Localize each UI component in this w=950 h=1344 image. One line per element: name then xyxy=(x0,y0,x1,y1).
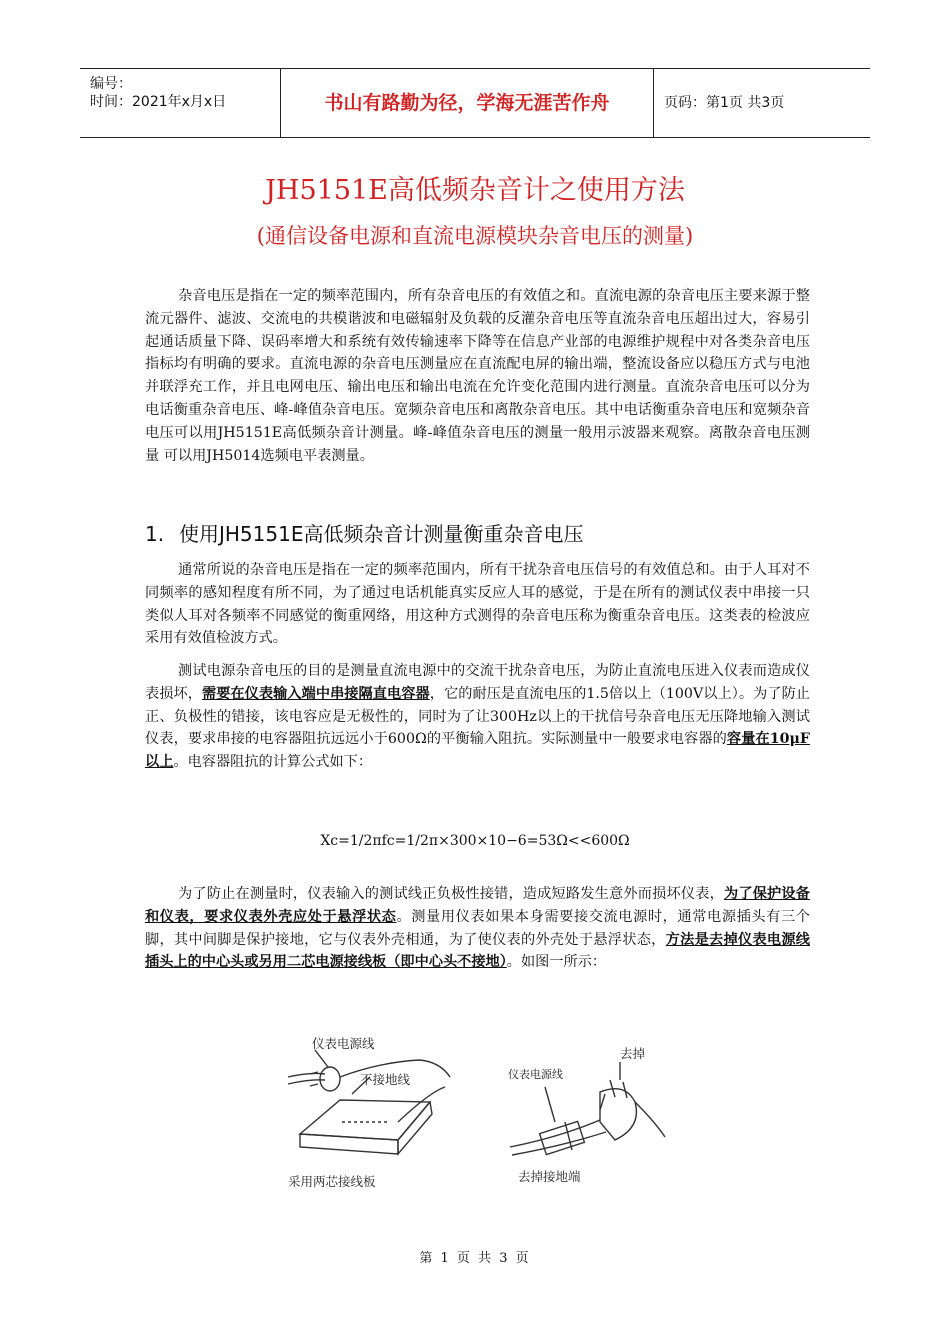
document-number-label: 编号： xyxy=(90,76,132,92)
section-number: 1. xyxy=(145,522,165,546)
remove-pin-label: 去掉 xyxy=(620,1046,646,1061)
floating-case-paragraph xyxy=(145,883,810,974)
section-heading xyxy=(145,518,583,547)
document-date-label: 时间：2021年x月x日 xyxy=(90,94,227,110)
figure-one xyxy=(270,1022,670,1197)
capacitor-text-2: ，它的耐压是直流电压的1.5倍以上（100V以上）。为了防止正、负极性的错接，该电容应是无极性的，同时为了让300Hz以上的干扰信号杂音电压无压降地输入测试仪表，要求串接的电容器阻抗远远小于600Ω的平衡输入阻抗。实际测量中一般要求电容器的 xyxy=(145,685,810,748)
floating-emphasis-1: 为了保护设备和仪表，要求仪表外壳应处于悬浮状态 xyxy=(145,886,810,925)
capacitor-text-3: 。电容器阻抗的计算公式如下： xyxy=(173,754,373,771)
page-footer: 第 1 页 共 3 页 xyxy=(419,1251,531,1266)
no-ground-label: 不接地线 xyxy=(360,1072,411,1087)
section-title: 使用JH5151E高低频杂音计测量衡重杂音电压 xyxy=(179,522,584,546)
page-header xyxy=(80,68,870,138)
capacitor-paragraph xyxy=(145,660,810,774)
weighted-noise-paragraph: 通常所说的杂音电压是指在一定的频率范围内，所有干扰杂音电压信号的有效值总和。由于人耳对不同频率的感知程度有所不同，为了通过电话机能真实反应人耳的感觉，于是在所有的测试仪表中串接一只类似人耳对各频率不同感觉的衡重网络，用这种方式测得的杂音电压称为衡重杂音电压。这类表的检波应采用有效值检波方式。 xyxy=(145,562,810,647)
floating-emphasis-2: 方法是去掉仪表电源线插头上的中心头或另用二芯电源接线板（即中心头不接地） xyxy=(145,931,810,971)
document-subtitle: (通信设备电源和直流电源模块杂音电压的测量) xyxy=(256,224,694,248)
floating-text-2: 。测量用仪表如果本身需要接交流电源时，通常电源插头有三个脚，其中间脚是保护接地，它与仪表外壳相通，为了使仪表的外壳处于悬浮状态， xyxy=(145,908,810,948)
left-power-cord-label: 仪表电源线 xyxy=(312,1036,375,1051)
capacitor-emphasis-2: 容量在10μF以上 xyxy=(145,731,810,771)
impedance-formula: Xc=1/2πfc=1/2π×300×10−6=53Ω<<600Ω xyxy=(320,833,630,849)
capacitor-emphasis-1: 需要在仪表输入端中串接隔直电容器 xyxy=(201,685,430,702)
left-figure-caption: 采用两芯接线板 xyxy=(288,1174,376,1189)
right-power-cord-label: 仪表电源线 xyxy=(508,1068,563,1081)
right-figure-caption: 去掉接地端 xyxy=(518,1169,581,1184)
floating-text-3: 。如图一所示： xyxy=(506,954,607,971)
header-motto: 书山有路勤为径，学海无涯苦作舟 xyxy=(281,69,654,137)
floating-text-1: 为了防止在测量时，仪表输入的测试线正负极性接错，造成短路发生意外而损坏仪表， xyxy=(178,886,724,902)
header-page-number: 页码：第1页 共3页 xyxy=(664,95,785,111)
capacitor-text-1: 测试电源杂音电压的目的是测量直流电源中的交流干扰杂音电压，为防止直流电压进入仪表而造成仪表损坏， xyxy=(145,663,810,702)
intro-paragraph: 杂音电压是指在一定的频率范围内，所有杂音电压的有效值之和。直流电源的杂音电压主要来源于整流元器件、滤波、交流电的共模谐波和电磁辐射及负载的反灌杂音电压等直流杂音电压超出过大，容易引起通话质量下降、误码率增大和系统有效传输速率下降等在信息产业部的电源维护规程中对各类杂音电压指标均有明确的要求。直流电源的杂音电压测量应在直流配电屏的输出端，整流设备应以稳压方式与电池并联浮充工作，并且电网电压、输出电压和输出电流在允许变化范围内进行测量。直流杂音电压可以分为电话衡重杂音电压、峰-峰值杂音电压。宽频杂音电压和离散杂音电压。其中电话衡重杂音电压和宽频杂音电压可以用JH5151E高低频杂音计测量。峰-峰值杂音电压的测量一般用示波器来观察。离散杂音电压测量 可以用JH5014选频电平表测量。 xyxy=(145,288,810,464)
header-meta-cell xyxy=(80,69,281,137)
document-title: JH5151E高低频杂音计之使用方法 xyxy=(265,175,685,206)
